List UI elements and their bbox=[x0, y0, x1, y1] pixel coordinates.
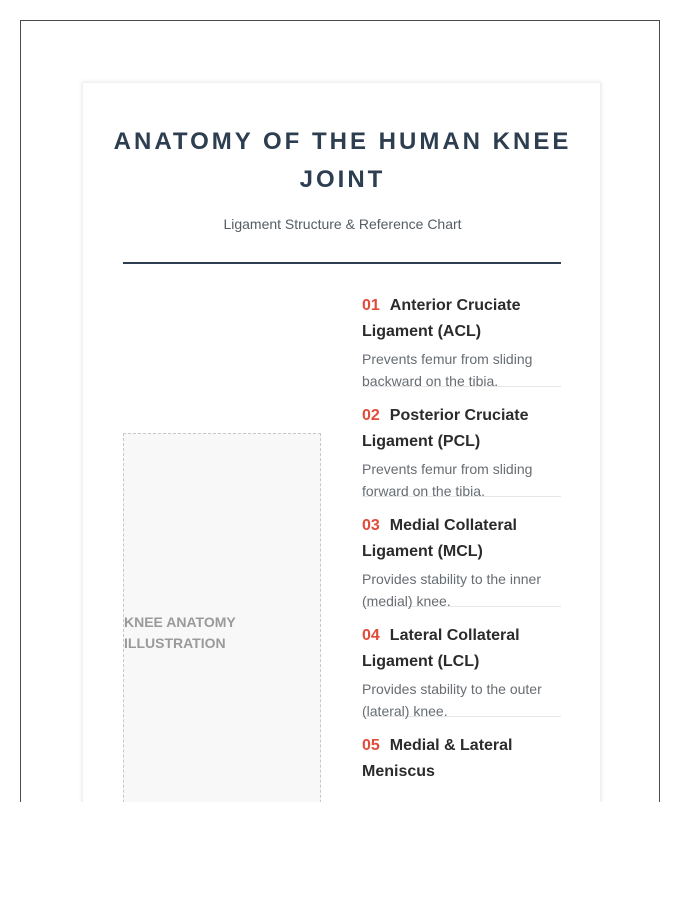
page-title: ANATOMY OF THE HUMAN KNEE JOINT bbox=[113, 128, 572, 193]
ligament-number: 05 bbox=[362, 737, 380, 754]
page-frame bbox=[20, 20, 660, 802]
ligament-item bbox=[362, 513, 561, 607]
ligament-description: Provides stability to the inner (medial) knee. bbox=[362, 571, 541, 609]
illustration-label: KNEE ANATOMY ILLUSTRATION bbox=[124, 614, 236, 651]
ligament-list bbox=[362, 293, 561, 802]
ligament-heading bbox=[362, 623, 561, 674]
knee-illustration-placeholder bbox=[123, 433, 321, 802]
ligament-heading bbox=[362, 733, 561, 784]
ligament-name: Anterior Cruciate Ligament (ACL) bbox=[362, 297, 521, 340]
ligament-number: 01 bbox=[362, 297, 380, 314]
ligament-number: 04 bbox=[362, 627, 380, 644]
ligament-item bbox=[362, 403, 561, 497]
ligament-item bbox=[362, 623, 561, 717]
ligament-item bbox=[362, 733, 561, 802]
ligament-heading bbox=[362, 403, 561, 454]
ligament-description: Provides stability to the outer (lateral) knee. bbox=[362, 681, 542, 719]
reference-card bbox=[82, 82, 601, 802]
ligament-heading bbox=[362, 293, 561, 344]
ligament-name: Medial & Lateral Meniscus bbox=[362, 737, 513, 780]
title-divider bbox=[123, 262, 561, 264]
ligament-name: Posterior Cruciate Ligament (PCL) bbox=[362, 407, 529, 450]
ligament-name: Lateral Collateral Ligament (LCL) bbox=[362, 627, 520, 670]
ligament-number: 03 bbox=[362, 517, 380, 534]
ligament-description: Prevents femur from sliding forward on the tibia. bbox=[362, 461, 533, 499]
ligament-name: Medial Collateral Ligament (MCL) bbox=[362, 517, 517, 560]
page-subtitle: Ligament Structure & Reference Chart bbox=[223, 216, 462, 232]
ligament-heading bbox=[362, 513, 561, 564]
ligament-item bbox=[362, 293, 561, 387]
ligament-description: Prevents femur from sliding backward on the tibia. bbox=[362, 351, 533, 389]
ligament-number: 02 bbox=[362, 407, 380, 424]
